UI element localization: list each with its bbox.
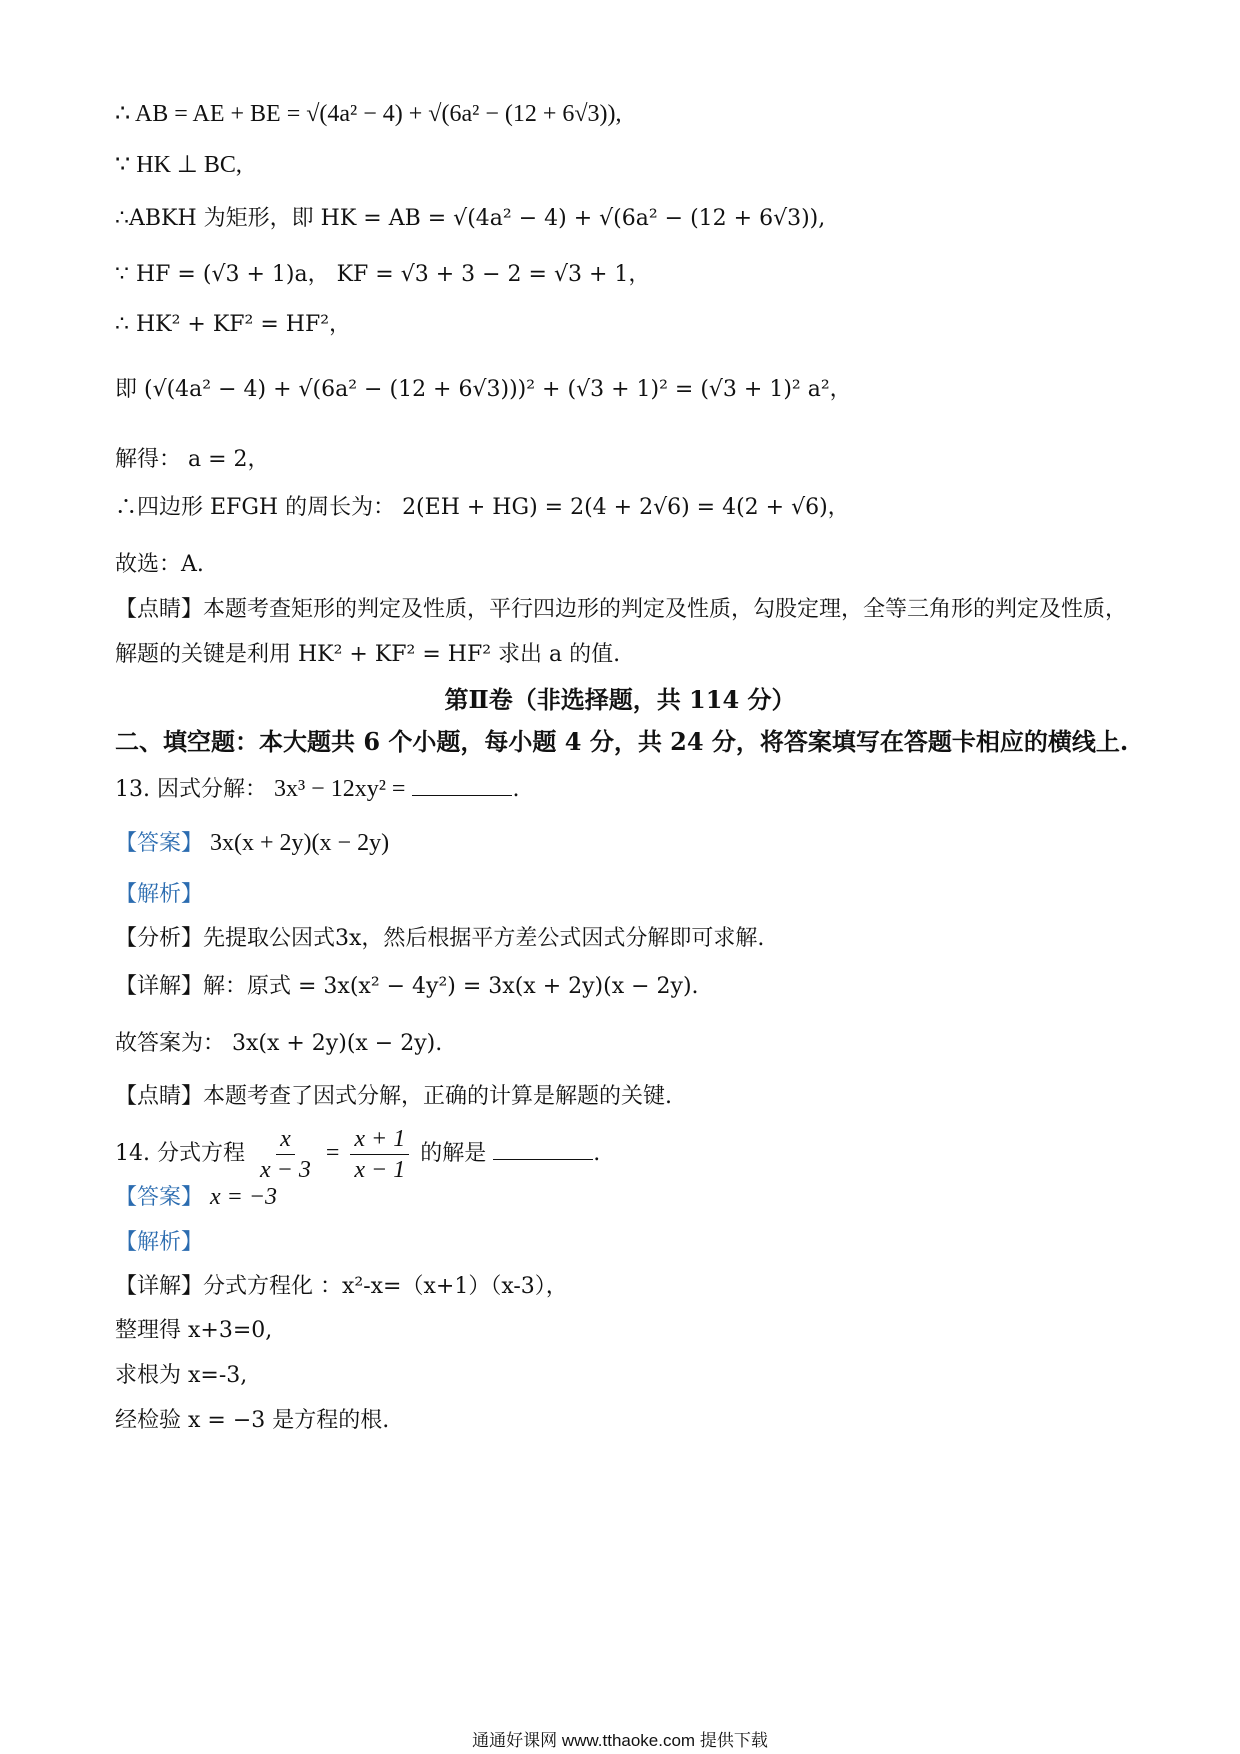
q14-frac2-den: x − 1 [354, 1156, 406, 1183]
q14-fraction-left [256, 1124, 315, 1185]
q14-answer: x = −3 [210, 1184, 278, 1210]
q13-expression: 3x³ − 12xy² = [273, 776, 406, 802]
q14-suffix: 的解是 [420, 1141, 487, 1166]
solution-line-4: ∵ HF = (√3 + 1)a， KF = √3 + 3 − 2 = √3 + 1， [115, 262, 651, 287]
q13-question: 13. 因式分解： 3x³ − 12xy² = . [115, 776, 520, 802]
q13-answer-line [115, 826, 389, 861]
q14-answer-blank [493, 1139, 593, 1160]
q13-answer-blank [412, 775, 512, 796]
solution-line-7: 解得： a = 2， [115, 447, 270, 472]
q13-dianjing: 【点睛】本题考查了因式分解，正确的计算是解题的关键. [115, 1084, 672, 1109]
q14-question: 14. 分式方程 $\frac{x}{x - 3}$ = $\frac{x + 1}{x - 1}$ 的解是 . [115, 1125, 601, 1183]
q14-frac1-den: x − 3 [259, 1156, 311, 1183]
solution-line-2: ∵ HK ⊥ BC, [115, 152, 242, 178]
q14-step-1: 整理得 x+3=0, [115, 1318, 273, 1343]
q14-prefix: 14. 分式方程 [115, 1141, 245, 1166]
q14-xiangjie: 【详解】分式方程化 ：x²-x=（x+1）（x-3）， [115, 1274, 568, 1299]
q14-frac2-num: x + 1 [350, 1124, 409, 1155]
q13-xiangjie: 【详解】解：原式 = 3x(x² − 4y²) = 3x(x + 2y)(x − 2y). [115, 974, 699, 999]
page-footer: 通通好课网 www.tthaoke.com 提供下载 [472, 1731, 768, 1750]
q14-answer-line [115, 1180, 277, 1215]
q13-answer: 3x(x + 2y)(x − 2y) [210, 830, 390, 856]
q13-guda: 故答案为： 3x(x + 2y)(x − 2y). [115, 1031, 443, 1056]
solution-line-5: ∴ HK² + KF² = HF²， [115, 312, 352, 337]
section-heading: 二、填空题：本大题共 6 个小题，每小题 4 分，共 24 分，将答案填写在答题卡相应的横线上. [115, 727, 1129, 756]
q14-equals: = [325, 1140, 340, 1166]
solution-line-3: ∴ABKH 为矩形，即 HK = AB = √(4a² − 4) + √(6a² − (12 + 6√3)), [115, 206, 826, 231]
q14-frac1-num: x [276, 1124, 295, 1155]
q14-fraction-right [350, 1124, 409, 1185]
dianjing-line-1: 【点睛】本题考查矩形的判定及性质，平行四边形的判定及性质，勾股定理，全等三角形的判定及性质， [115, 597, 1128, 622]
solution-line-8: ∴四边形 EFGH 的周长为： 2(EH + HG) = 2(4 + 2√6) = 4(2 + √6)， [115, 495, 850, 520]
q14-answer-tag: 【答案】 [115, 1185, 204, 1210]
q14-analysis-tag: 【解析】 [115, 1230, 204, 1255]
section-title: 第Ⅱ卷（非选择题，共 114 分） [444, 685, 796, 714]
q14-step-2: 求根为 x=-3, [115, 1363, 248, 1388]
q14-step-3: 经检验 x = −3 是方程的根. [115, 1408, 390, 1433]
dianjing-line-2: 解题的关键是利用 HK² + KF² = HF² 求出 a 的值. [115, 642, 621, 667]
q13-prefix: 13. 因式分解： [115, 777, 267, 802]
q13-answer-tag: 【答案】 [115, 831, 204, 856]
q13-fenxi: 【分析】先提取公因式3x，然后根据平方差公式因式分解即可求解. [115, 926, 765, 951]
solution-line-6: 即 (√(4a² − 4) + √(6a² − (12 + 6√3)))² + (√3 + 1)² = (√3 + 1)² a²， [115, 377, 852, 402]
solution-line-1: ∴ AB = AE + BE = √(4a² − 4) + √(6a² − (12 + 6√3)), [115, 101, 622, 127]
solution-line-9: 故选：A. [115, 552, 204, 577]
q13-analysis-tag: 【解析】 [115, 882, 204, 907]
